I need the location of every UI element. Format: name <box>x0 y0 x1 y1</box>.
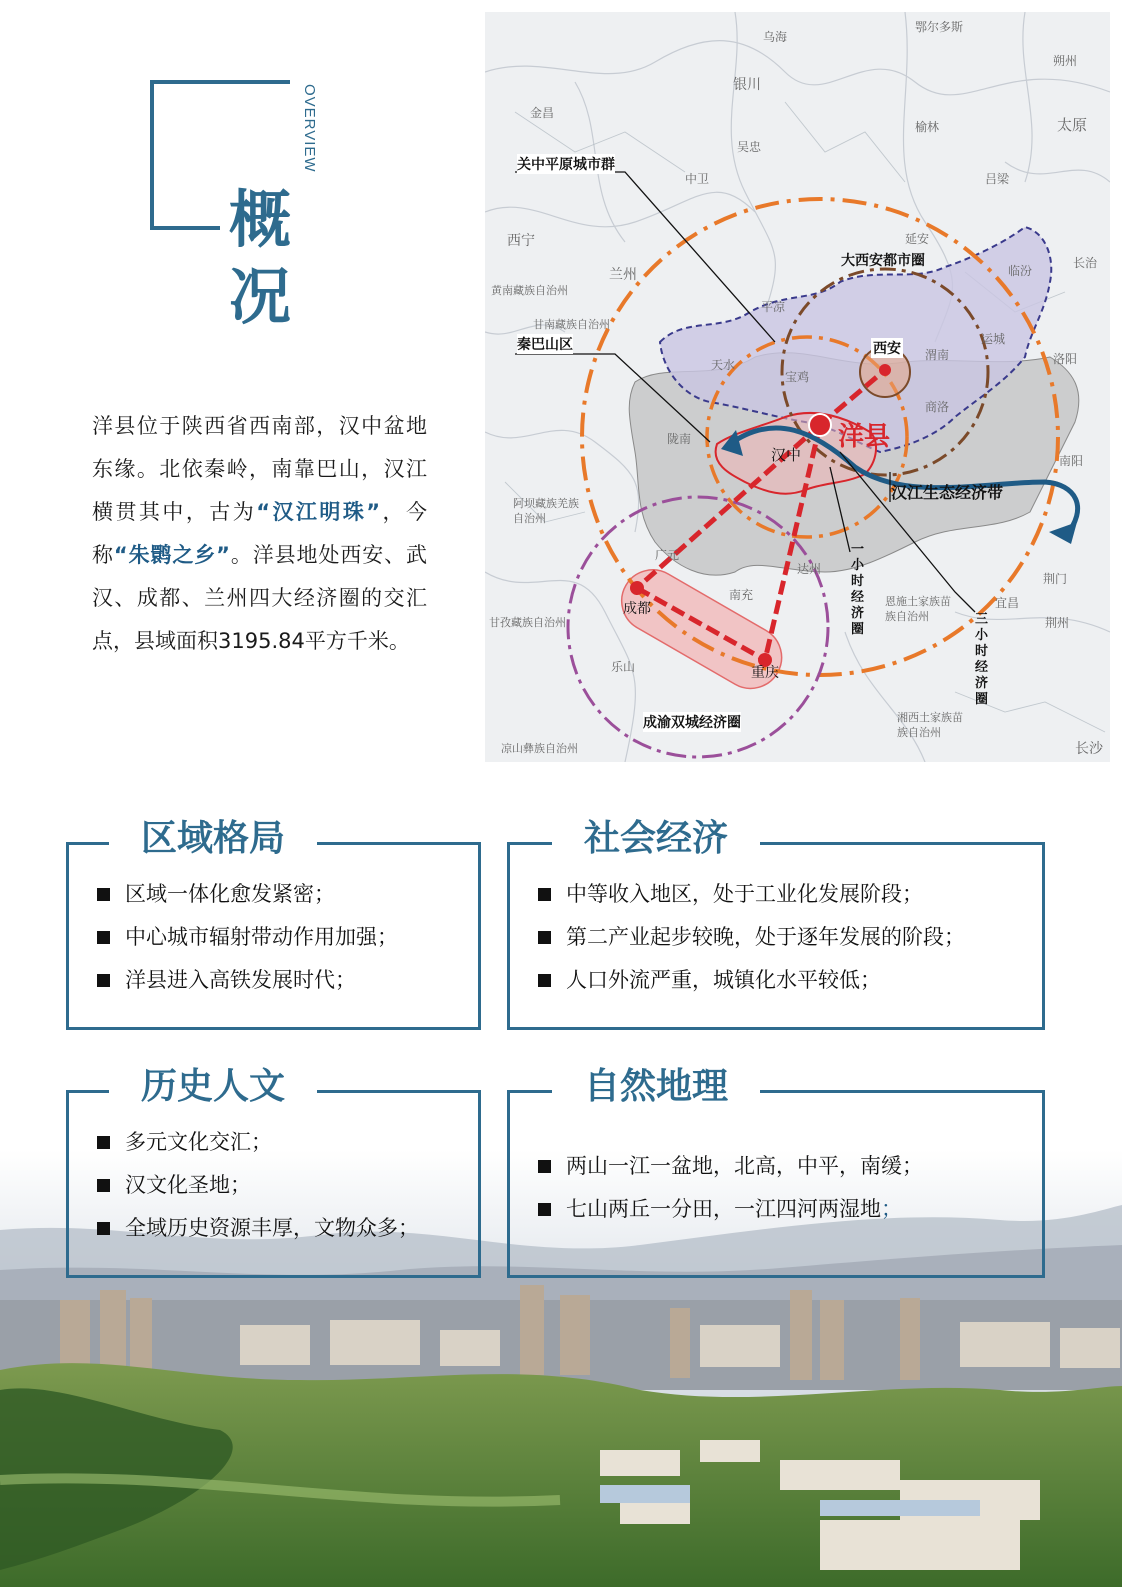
list-item: 人口外流严重，城镇化水平较低； <box>536 959 965 1002</box>
label-chongqing: 重庆 <box>751 665 779 681</box>
list-item: 区域一体化愈发紧密； <box>95 873 398 916</box>
place-label: 平凉 <box>761 300 786 314</box>
page-title-char-2: 况 <box>228 260 291 333</box>
section-nature-list <box>536 1145 923 1231</box>
intro-highlight-2: “朱鹮之乡” <box>113 543 230 567</box>
place-label: 临汾 <box>1008 264 1033 278</box>
section-nature-title: 自然地理 <box>552 1057 760 1117</box>
section-region-title: 区域格局 <box>109 809 317 869</box>
place-label: 渭南 <box>925 348 950 362</box>
place-label: 甘孜藏族自治州 <box>489 616 566 629</box>
section-region-list <box>95 873 398 1002</box>
place-label: 荆州 <box>1045 616 1070 630</box>
place-label: 中卫 <box>685 172 710 186</box>
list-item-trailing: ； <box>881 1197 902 1221</box>
place-label: 金昌 <box>530 106 555 120</box>
label-qinba: 秦巴山区 <box>517 334 573 354</box>
intro-highlight-1: “汉江明珠” <box>256 500 381 524</box>
overview-label: OVERVIEW <box>301 84 318 173</box>
label-chengdu: 成都 <box>623 601 651 617</box>
section-economy <box>507 818 1045 1030</box>
place-label: 商洛 <box>925 400 950 414</box>
place-label: 长治 <box>1073 256 1098 270</box>
place-label: 运城 <box>981 332 1006 346</box>
place-label: 天水 <box>711 358 736 372</box>
place-label: 西宁 <box>507 233 535 249</box>
intro-text-3: 。洋县地处西安、武汉、成都、兰州四大经济圈的交汇点，县域面积3195.84平方千米。 <box>92 543 428 653</box>
section-history <box>66 1066 481 1278</box>
place-label: 宝鸡 <box>785 370 810 384</box>
section-economy-list <box>536 873 965 1002</box>
section-history-list <box>95 1121 419 1250</box>
list-item: 中等收入地区，处于工业化发展阶段； <box>536 873 965 916</box>
place-label: 乌海 <box>763 30 788 44</box>
intro-paragraph <box>92 405 427 663</box>
place-label: 南阳 <box>1059 454 1084 468</box>
place-label: 朔州 <box>1053 54 1078 68</box>
place-label: 南充 <box>729 588 754 602</box>
place-label: 凉山彝族自治州 <box>501 742 578 755</box>
map-callouts <box>485 12 1110 762</box>
place-label: 延安 <box>905 232 930 246</box>
place-label: 乐山 <box>611 660 636 674</box>
place-label: 太原 <box>1057 116 1088 134</box>
label-yangxian: 洋县 <box>838 422 891 452</box>
list-item: 多元文化交汇； <box>95 1121 419 1164</box>
place-label: 甘南藏族自治州 <box>533 318 610 331</box>
place-label: 榆林 <box>915 120 940 134</box>
label-xian: 西安 <box>871 338 903 358</box>
label-one-hour: 一小时经济圈 <box>851 542 865 637</box>
place-label: 阿坝藏族羌族自治州 <box>513 497 579 525</box>
place-label: 广元 <box>655 548 680 562</box>
label-chengyu: 成渝双城经济圈 <box>643 712 741 732</box>
intro-text-2: ，今称 <box>92 500 428 567</box>
label-guanzhong: 关中平原城市群 <box>517 154 615 174</box>
place-label: 宜昌 <box>995 596 1020 610</box>
section-region <box>66 818 481 1030</box>
list-item: 洋县进入高铁发展时代； <box>95 959 398 1002</box>
place-label: 吴忠 <box>737 140 762 154</box>
place-label: 洛阳 <box>1053 352 1078 366</box>
place-label: 湘西土家族苗族自治州 <box>897 711 963 739</box>
list-item-text: 七山两丘一分田，一江四河两湿地 <box>566 1197 881 1221</box>
place-label: 鄂尔多斯 <box>915 20 964 34</box>
list-item: 第二产业起步较晚，处于逐年发展的阶段； <box>536 916 965 959</box>
place-label: 荆门 <box>1043 572 1068 586</box>
section-economy-title: 社会经济 <box>552 809 760 869</box>
place-label: 兰州 <box>609 267 637 283</box>
label-three-hour: 三小时经济圈 <box>975 612 989 707</box>
list-item: 全域历史资源丰厚，文物众多； <box>95 1207 419 1250</box>
place-label: 银川 <box>733 77 761 93</box>
list-item: 汉文化圣地； <box>95 1164 419 1207</box>
section-history-title: 历史人文 <box>109 1057 317 1117</box>
place-label: 吕梁 <box>985 172 1010 186</box>
place-label: 达州 <box>797 562 822 576</box>
label-hanjiang: 汉江生态经济带 <box>891 483 1004 502</box>
page-title-char-1: 概 <box>220 185 300 255</box>
regional-map <box>485 12 1110 762</box>
label-daxian: 大西安都市圈 <box>841 253 925 269</box>
place-label: 恩施土家族苗族自治州 <box>885 595 951 623</box>
list-item: 两山一江一盆地，北高，中平，南缓； <box>536 1145 923 1188</box>
intro-text-1: 洋县位于陕西省西南部，汉中盆地东缘。北依秦岭，南靠巴山，汉江横贯其中，古为 <box>92 414 427 524</box>
section-nature <box>507 1066 1045 1278</box>
place-label: 陇南 <box>667 432 692 446</box>
label-hanzhong: 汉中 <box>771 446 802 464</box>
place-label: 长沙 <box>1075 741 1103 757</box>
place-label: 黄南藏族自治州 <box>491 284 568 297</box>
list-item: 中心城市辐射带动作用加强； <box>95 916 398 959</box>
list-item <box>536 1188 923 1231</box>
